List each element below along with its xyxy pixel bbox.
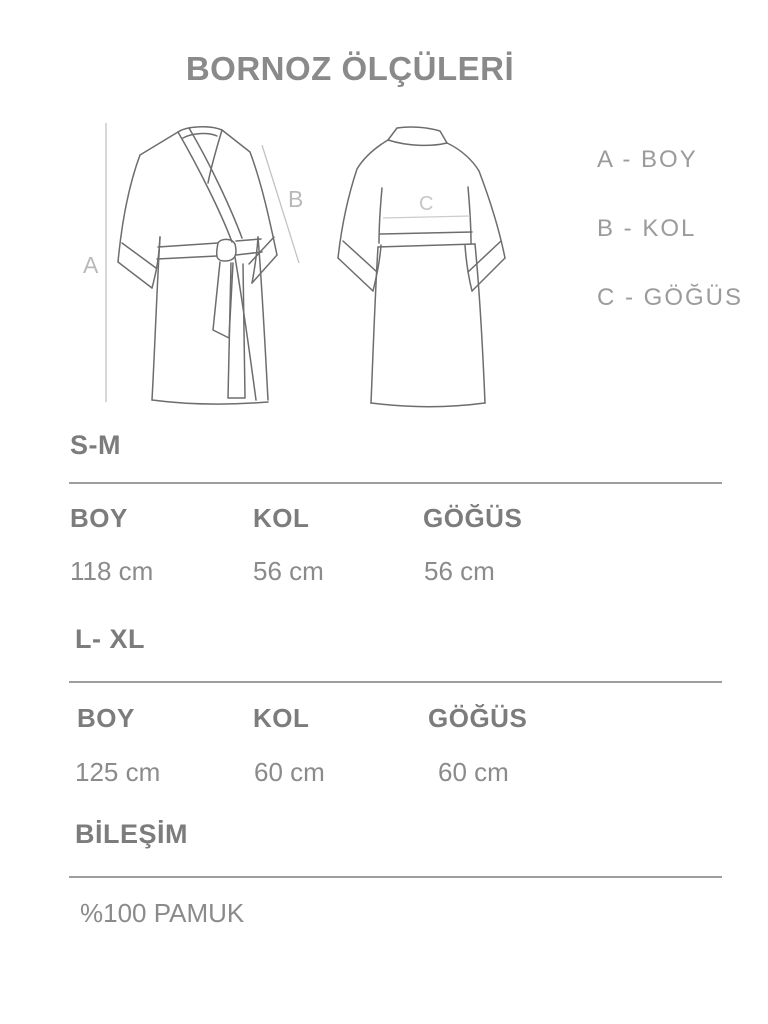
page-title: BORNOZ ÖLÇÜLERİ [185,50,515,87]
legend-item-boy: A - BOY [597,146,698,173]
robe-front-diagram [75,115,310,415]
value-kol-sm: 56 cm [253,556,324,586]
col-header-boy-lxl: BOY [77,703,135,733]
robe-back-diagram [335,115,550,415]
label-b: B [288,186,304,212]
composition-value: %100 PAMUK [80,898,245,928]
robe-front-outline [118,127,277,404]
size-heading-sm: S-M [70,430,121,460]
measure-legend [597,146,743,353]
legend-item-gogus: C - GÖĞÜS [597,284,744,311]
chest-measure-line [383,193,470,218]
col-header-kol-sm: KOL [253,503,310,533]
value-boy-sm: 118 cm [70,556,154,586]
label-c: C [419,193,434,215]
divider-lxl [69,681,722,683]
size-heading-lxl: L- XL [75,624,145,654]
legend-item-kol: B - KOL [597,215,697,242]
composition-heading: BİLEŞİM [75,819,189,849]
col-header-gogus-lxl: GÖĞÜS [428,703,528,733]
robe-back-outline [338,127,505,407]
value-kol-lxl: 60 cm [254,757,325,787]
value-boy-lxl: 125 cm [75,757,161,787]
col-header-gogus-sm: GÖĞÜS [423,503,523,533]
divider-sm [69,482,722,484]
value-gogus-lxl: 60 cm [438,757,509,787]
label-a: A [83,252,99,278]
divider-composition [69,876,722,878]
value-gogus-sm: 56 cm [424,556,495,586]
col-header-kol-lxl: KOL [253,703,310,733]
col-header-boy-sm: BOY [70,503,128,533]
